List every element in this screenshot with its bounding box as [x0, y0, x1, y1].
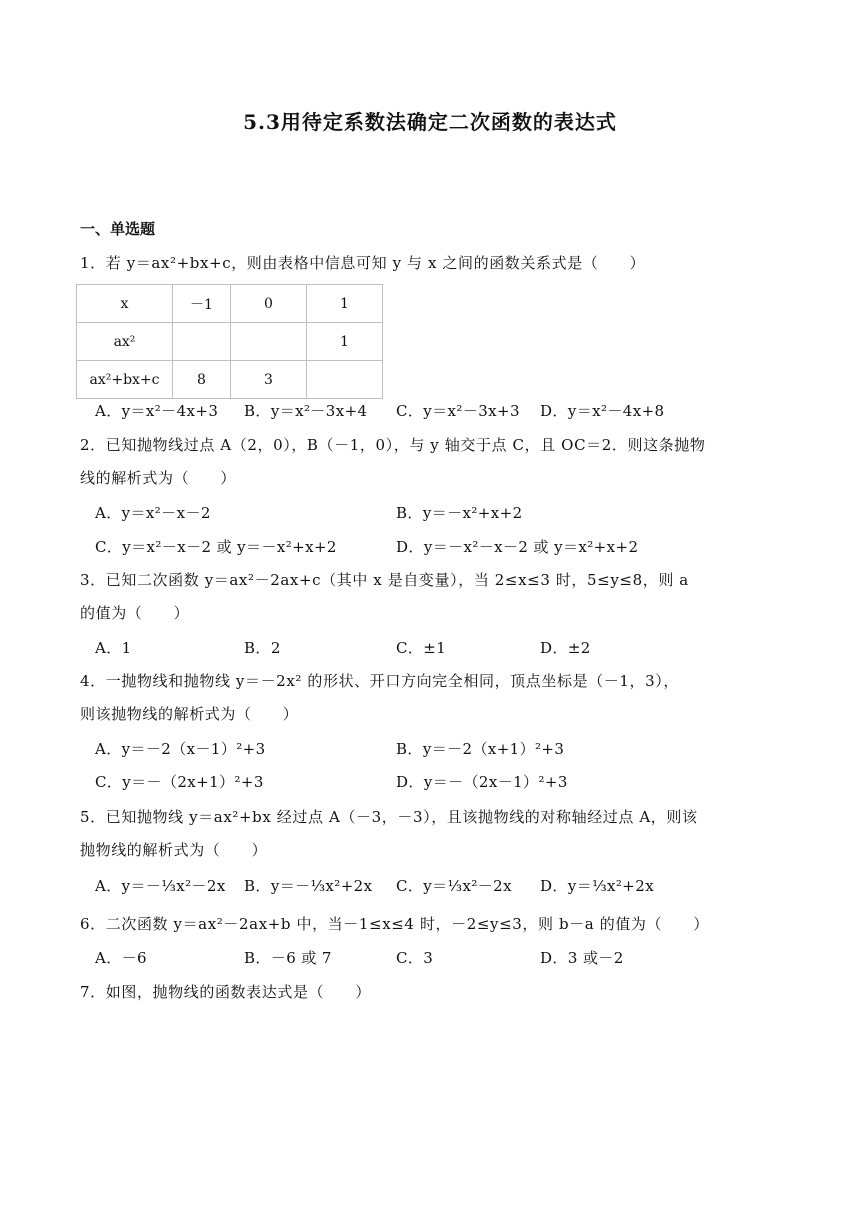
q4-option-b[interactable]: B．y＝－2（x+1）²+3 [396, 740, 565, 758]
table-cell: 0 [231, 285, 307, 323]
question-4-stem-line1: 4．一抛物线和抛物线 y＝－2x² 的形状、开口方向完全相同，顶点坐标是（－1，3）， [80, 672, 679, 690]
question-1-stem: 1．若 y＝ax²+bx+c，则由表格中信息可知 y 与 x 之间的函数关系式是（ ） [80, 254, 646, 272]
q1-option-d[interactable]: D．y＝x²－4x+8 [540, 402, 665, 420]
table-cell: 8 [173, 361, 231, 399]
question-5-stem-line1: 5．已知抛物线 y＝ax²+bx 经过点 A（－3，－3），且该抛物线的对称轴经过点 A，则该 [80, 808, 698, 826]
q3-option-c[interactable]: C．±1 [396, 639, 447, 657]
table-row [77, 361, 383, 399]
question-2-stem-line1: 2．已知抛物线过点 A（2，0），B（－1，0），与 y 轴交于点 C，且 OC＝2．则这条抛物 [80, 436, 706, 454]
q6-option-b[interactable]: B．－6 或 7 [244, 949, 332, 967]
q6-option-c[interactable]: C．3 [396, 949, 434, 967]
q1-option-a[interactable]: A．y＝x²－4x+3 [95, 402, 219, 420]
q5-option-b[interactable]: B．y＝－⅓x²+2x [244, 877, 373, 895]
q6-option-d[interactable]: D．3 或－2 [540, 949, 624, 967]
table-row [77, 285, 383, 323]
q6-option-a[interactable]: A．－6 [95, 949, 147, 967]
table-cell: 1 [307, 285, 383, 323]
q4-option-d[interactable]: D．y＝－（2x－1）²+3 [396, 773, 568, 791]
q1-option-b[interactable]: B．y＝x²－3x+4 [244, 402, 368, 420]
q4-option-c[interactable]: C．y＝－（2x+1）²+3 [95, 773, 264, 791]
q5-option-a[interactable]: A．y＝－⅓x²－2x [95, 877, 226, 895]
q1-option-c[interactable]: C．y＝x²－3x+3 [396, 402, 520, 420]
page-title: 5.3用待定系数法确定二次函数的表达式 [243, 110, 617, 134]
table-cell [307, 361, 383, 399]
q2-option-c[interactable]: C．y＝x²－x－2 或 y＝－x²+x+2 [95, 538, 337, 556]
q4-option-a[interactable]: A．y＝－2（x－1）²+3 [95, 740, 266, 758]
table-cell: ax² [77, 323, 173, 361]
section-heading: 一、单选题 [80, 220, 156, 238]
question-3-stem-line1: 3．已知二次函数 y＝ax²－2ax+c（其中 x 是自变量），当 2≤x≤3 时，5≤y≤8，则 a [80, 571, 689, 589]
table-cell: 3 [231, 361, 307, 399]
value-table [76, 284, 383, 399]
q2-option-a[interactable]: A．y＝x²－x－2 [95, 504, 211, 522]
table-cell: x [77, 285, 173, 323]
question-2-stem-line2: 线的解析式为（ ） [80, 469, 237, 487]
question-6-stem: 6．二次函数 y＝ax²－2ax+b 中，当－1≤x≤4 时，－2≤y≤3，则 b－a 的值为（ ） [80, 915, 709, 933]
table-cell: 1 [307, 323, 383, 361]
q5-option-d[interactable]: D．y＝⅓x²+2x [540, 877, 655, 895]
table-cell [173, 323, 231, 361]
q3-option-a[interactable]: A．1 [95, 639, 132, 657]
q3-option-b[interactable]: B．2 [244, 639, 281, 657]
q2-option-b[interactable]: B．y＝－x²+x+2 [396, 504, 523, 522]
table-cell: ax²+bx+c [77, 361, 173, 399]
q3-option-d[interactable]: D．±2 [540, 639, 591, 657]
q5-option-c[interactable]: C．y＝⅓x²－2x [396, 877, 512, 895]
question-7-stem: 7．如图，抛物线的函数表达式是（ ） [80, 983, 371, 1001]
table-cell [231, 323, 307, 361]
table-cell: －1 [173, 285, 231, 323]
table-row [77, 323, 383, 361]
question-3-stem-line2: 的值为（ ） [80, 604, 190, 622]
question-5-stem-line2: 抛物线的解析式为（ ） [80, 841, 268, 859]
q2-option-d[interactable]: D．y＝－x²－x－2 或 y＝x²+x+2 [396, 538, 639, 556]
question-4-stem-line2: 则该抛物线的解析式为（ ） [80, 705, 299, 723]
